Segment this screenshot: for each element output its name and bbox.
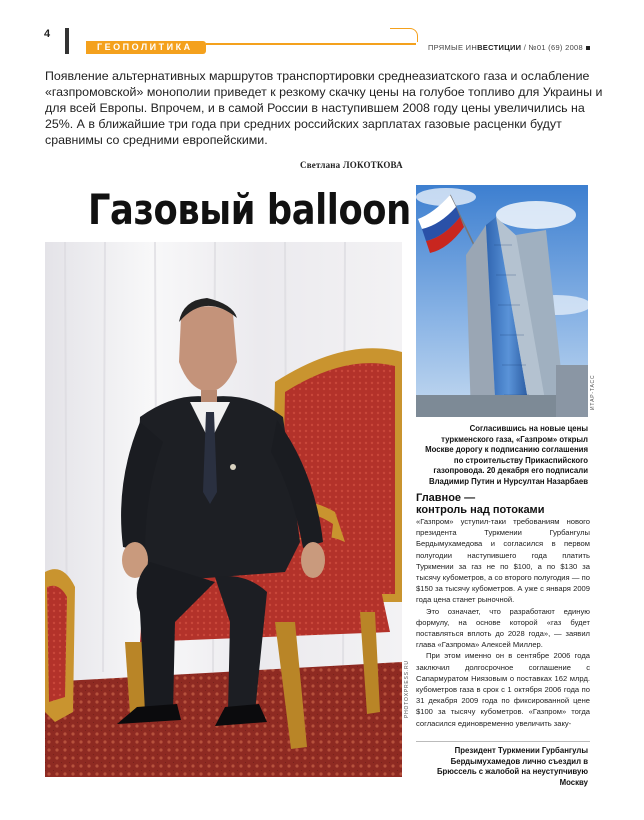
page-number: 4 — [44, 28, 51, 40]
page-header — [0, 0, 644, 60]
article-title: Газовый balloon — [88, 185, 411, 234]
magazine-issue-line — [428, 43, 590, 52]
photo-credit-main: PHOTOXPRESS.RU — [404, 660, 410, 718]
building-caption: Согласившись на новые цены туркменского газа, «Газпром» открыл Москве дорогу к подписанию соглашения по строительству Прикаспийского газопровода. 20 декабря его подписали Владимир Путин и Нурсултан Назарбаев — [425, 424, 588, 486]
page-number-bar — [65, 28, 69, 54]
header-rule — [206, 43, 416, 45]
main-photo — [45, 242, 402, 777]
building-illustration — [416, 185, 588, 417]
body-paragraph: «Газпром» уступил-таки требованиям нового президента Туркмении Гурбангулы Бердымухамедова и согласился в первом полугодии наступившего года платить Туркмении за газ не по $100, а по $130 за тысячу кубометров, а со второго полугодия — по $150 за тысячу кубометров. А уже с января 2009 года цена станет рыночной. — [416, 517, 590, 605]
lead-paragraph: Появление альтернативных маршрутов транспортировки среднеазиатского газа и ослабление «газпромовской» монополии приведет к резкому скачку цены на голубое топливо для Украины и для всей Европы. Впрочем, и в самой России в наступившем 2008 году цены увеличились на 25%. А в ближайшие три года при средних российских зарплатах газовые расценки будут сравнимы со средними европейскими. — [45, 69, 603, 147]
rubric-label: ГЕОПОЛИТИКА — [97, 42, 193, 52]
body-paragraph: При этом именно он в сентябре 2006 года заключил долгосрочное соглашение с Сапармуратом Ниязовым о поставках 162 млрд. кубометров газа в срок с 1 октября 2006 года по 31 декабря 2009 года по фиксированной цене $100 за тысячу кубометров. «Газпром» тогда согласился единовременно увеличить заку- — [416, 651, 590, 728]
magazine-prefix: ПРЯМЫЕ ИН — [427, 43, 478, 52]
square-marker-icon — [586, 46, 590, 50]
gazprom-building-photo — [416, 185, 588, 417]
pullquote-divider — [416, 741, 590, 742]
subheading-line-1: Главное — — [416, 492, 476, 504]
magazine-bold: ВЕСТИЦИИ — [477, 43, 522, 52]
pull-quote: Президент Туркмении Гурбангулы Бердымухамедов лично съездил в Брюссель с жалобой на неуступчивую Москву — [436, 746, 588, 787]
header-tab-curve — [390, 28, 418, 42]
issue-number: / №01 (69) 2008 — [521, 43, 583, 52]
subheading-line-2: контроль над потоками — [416, 504, 545, 516]
president-portrait-illustration — [45, 242, 402, 777]
author-byline: Светлана ЛОКОТКОВА — [300, 160, 403, 170]
section-subheading — [416, 492, 591, 516]
photo-credit-building: ИТАР-ТАСС — [590, 374, 596, 410]
body-paragraph: Это означает, что разработают единую формулу, на основе которой «газ будет поставляться вплоть до 2028 года», — заявил глава «Газпрома» Алексей Миллер. — [416, 606, 590, 650]
article-body — [416, 516, 590, 729]
